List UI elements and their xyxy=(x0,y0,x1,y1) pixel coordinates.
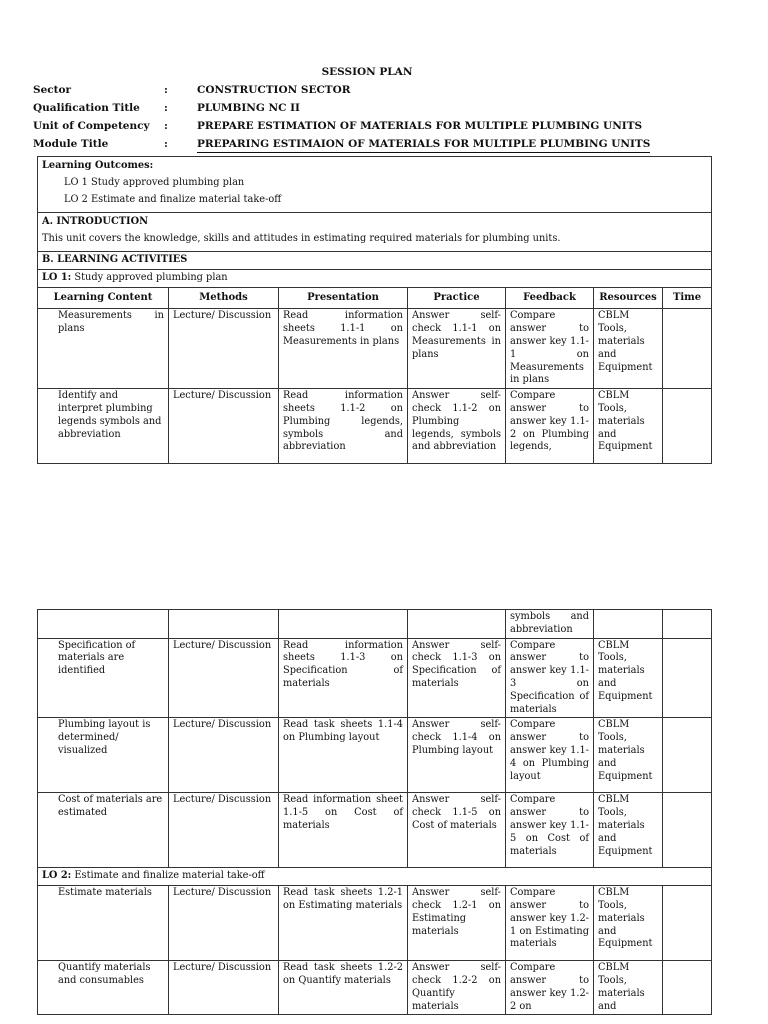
table-row xyxy=(38,961,712,1015)
cell-content: Plumbing layout is determined/ visualized xyxy=(38,718,169,793)
table-row xyxy=(38,718,712,793)
cell-practice: Answer self-check 1.1-1 on Measurements in plans xyxy=(408,309,506,389)
cell-methods xyxy=(169,610,279,639)
learning-outcome-2: LO 2 Estimate and finalize material take-off xyxy=(64,193,282,205)
cell-time xyxy=(663,389,712,464)
learning-outcomes-heading: Learning Outcomes: xyxy=(42,160,154,171)
header-key: Module Title xyxy=(33,138,109,150)
cell-practice: Answer self-check 1.2-1 on Estimating materials xyxy=(408,886,506,961)
cell-feedback: Compare answer to answer key 1.1-5 on Cost of materials xyxy=(506,793,594,868)
table-row xyxy=(38,638,712,718)
lo1-label: LO 1: xyxy=(42,271,72,283)
header-colon: : xyxy=(164,138,168,150)
cell-resources: CBLM Tools, materials and Equipment xyxy=(594,389,663,464)
header-key: Sector xyxy=(33,84,72,96)
cell-time xyxy=(663,793,712,868)
header-value: PREPARING ESTIMAION OF MATERIALS FOR MULTIPLE PLUMBING UNITS xyxy=(197,136,650,153)
cell-methods: Lecture/ Discussion xyxy=(169,961,279,1015)
cell-resources xyxy=(594,610,663,639)
learning-outcome-1: LO 1 Study approved plumbing plan xyxy=(64,176,245,188)
cell-feedback: symbols and abbreviation xyxy=(506,610,594,639)
cell-feedback: Compare answer to answer key 1.1-2 on Plumbing legends, xyxy=(506,389,594,464)
header-key: Qualification Title xyxy=(33,102,140,114)
introduction-heading: A. INTRODUCTION xyxy=(42,216,149,228)
cell-resources: CBLM Tools, materials and Equipment xyxy=(594,309,663,389)
cell-time xyxy=(663,610,712,639)
cell-time xyxy=(663,309,712,389)
lo2-label: LO 2: xyxy=(42,870,72,882)
cell-methods: Lecture/ Discussion xyxy=(169,389,279,464)
cell-time xyxy=(663,886,712,961)
cell-presentation: Read task sheets 1.2-1 on Estimating materials xyxy=(279,886,408,961)
cell-feedback: Compare answer to answer key 1.1-4 on Plumbing layout xyxy=(506,718,594,793)
header-colon: : xyxy=(164,84,168,96)
lo2-row xyxy=(38,868,712,886)
cell-practice xyxy=(408,610,506,639)
cell-presentation: Read information sheets 1.1-3 on Specification of materials xyxy=(279,638,408,718)
lo1-text: Study approved plumbing plan xyxy=(71,271,228,283)
learning-outcomes-block xyxy=(38,157,712,213)
introduction-block xyxy=(38,213,712,252)
table-row xyxy=(38,389,712,464)
session-plan-table-page1 xyxy=(37,156,712,464)
cell-content: Identify and interpret plumbing legends symbols and abbreviation xyxy=(38,389,169,464)
cell-time xyxy=(663,638,712,718)
lo2-text: Estimate and finalize material take-off xyxy=(71,870,265,882)
cell-content: Quantify materials and consumables xyxy=(38,961,169,1015)
col-time: Time xyxy=(663,287,712,309)
cell-methods: Lecture/ Discussion xyxy=(169,793,279,868)
header-value: CONSTRUCTION SECTOR xyxy=(197,84,351,96)
cell-presentation: Read information sheets 1.1-1 on Measurements in plans xyxy=(279,309,408,389)
cell-resources: CBLM Tools, materials and Equipment xyxy=(594,718,663,793)
cell-resources: CBLM Tools, materials and Equipment xyxy=(594,886,663,961)
cell-resources: CBLM Tools, materials and Equipment xyxy=(594,793,663,868)
cell-content: Cost of materials are estimated xyxy=(38,793,169,868)
column-header-row xyxy=(38,287,712,309)
session-plan-table-page2 xyxy=(37,609,712,1015)
col-presentation: Presentation xyxy=(279,287,408,309)
learning-activities-heading: B. LEARNING ACTIVITIES xyxy=(38,251,712,269)
table-row-continuation xyxy=(38,610,712,639)
cell-resources: CBLM Tools, materials and Equipment xyxy=(594,638,663,718)
cell-time xyxy=(663,961,712,1015)
cell-practice: Answer self-check 1.1-5 on Cost of materials xyxy=(408,793,506,868)
col-methods: Methods xyxy=(169,287,279,309)
cell-methods: Lecture/ Discussion xyxy=(169,718,279,793)
header-value: PLUMBING NC II xyxy=(197,102,300,114)
cell-content: Specification of materials are identified xyxy=(38,638,169,718)
cell-methods: Lecture/ Discussion xyxy=(169,309,279,389)
lo1-row xyxy=(38,269,712,287)
header-colon: : xyxy=(164,102,168,114)
cell-resources: CBLM Tools, materials and xyxy=(594,961,663,1015)
table-row xyxy=(38,793,712,868)
cell-feedback: Compare answer to answer key 1.1-3 on Specification of materials xyxy=(506,638,594,718)
cell-presentation: Read information sheets 1.1-2 on Plumbing legends, symbols and abbreviation xyxy=(279,389,408,464)
cell-feedback: Compare answer to answer key 1.2-1 on Estimating materials xyxy=(506,886,594,961)
cell-feedback: Compare answer to answer key 1.1-1 on Measurements in plans xyxy=(506,309,594,389)
document-title: SESSION PLAN xyxy=(321,66,413,78)
cell-practice: Answer self-check 1.2-2 on Quantify materials xyxy=(408,961,506,1015)
cell-methods: Lecture/ Discussion xyxy=(169,886,279,961)
cell-practice: Answer self-check 1.1-3 on Specification of materials xyxy=(408,638,506,718)
header-value: PREPARE ESTIMATION OF MATERIALS FOR MULTIPLE PLUMBING UNITS xyxy=(197,120,643,132)
cell-presentation xyxy=(279,610,408,639)
introduction-text: This unit covers the knowledge, skills and attitudes in estimating required materials for plumbing units. xyxy=(42,233,561,245)
cell-time xyxy=(663,718,712,793)
header-colon: : xyxy=(164,120,168,132)
cell-practice: Answer self-check 1.1-2 on Plumbing legends, symbols and abbreviation xyxy=(408,389,506,464)
table-row xyxy=(38,309,712,389)
header-key: Unit of Competency xyxy=(33,120,150,132)
table-row xyxy=(38,886,712,961)
cell-practice: Answer self-check 1.1-4 on Plumbing layout xyxy=(408,718,506,793)
cell-presentation: Read task sheets 1.2-2 on Quantify materials xyxy=(279,961,408,1015)
cell-content xyxy=(38,610,169,639)
cell-content: Estimate materials xyxy=(38,886,169,961)
col-practice: Practice xyxy=(408,287,506,309)
cell-feedback: Compare answer to answer key 1.2-2 on xyxy=(506,961,594,1015)
col-learning-content: Learning Content xyxy=(38,287,169,309)
col-resources: Resources xyxy=(594,287,663,309)
cell-methods: Lecture/ Discussion xyxy=(169,638,279,718)
cell-presentation: Read task sheets 1.1-4 on Plumbing layout xyxy=(279,718,408,793)
cell-presentation: Read information sheet 1.1-5 on Cost of materials xyxy=(279,793,408,868)
col-feedback: Feedback xyxy=(506,287,594,309)
cell-content: Measurements in plans xyxy=(38,309,169,389)
